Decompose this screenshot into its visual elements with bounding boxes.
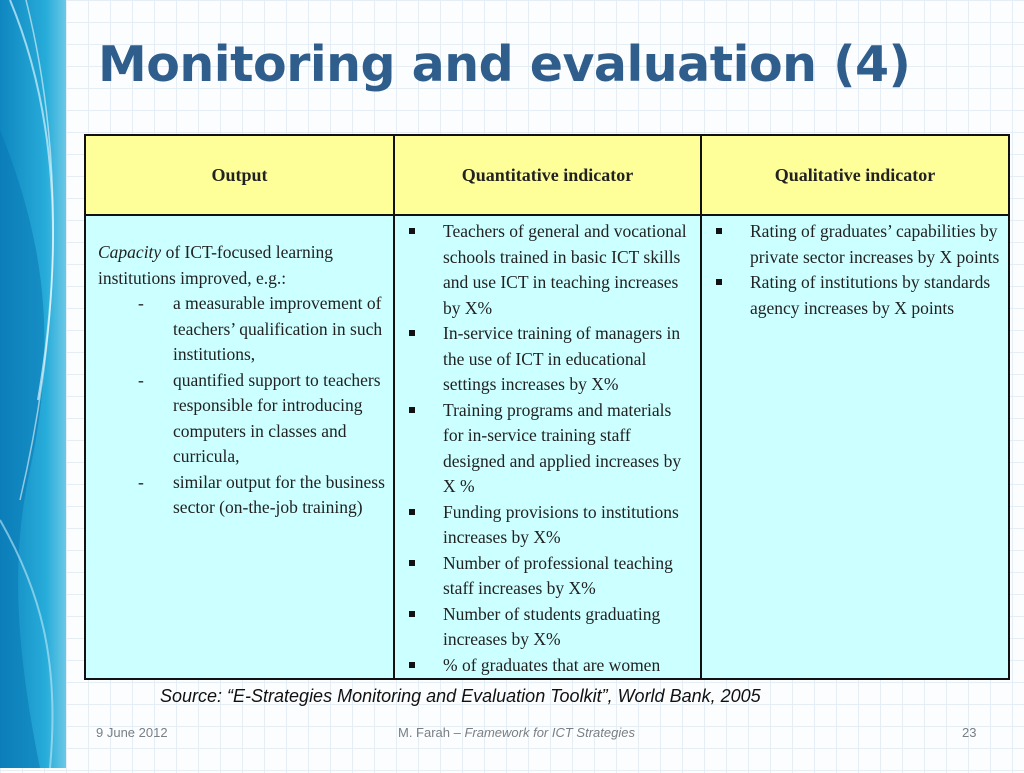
qualitative-list (702, 216, 1008, 321)
footer-presentation-info (398, 725, 635, 740)
source-citation: Source: “E-Strategies Monitoring and Evaluation Toolkit”, World Bank, 2005 (160, 686, 761, 706)
list-item (714, 270, 1000, 321)
header-output: Output (85, 135, 394, 215)
qualitative-cell (701, 215, 1009, 679)
square-bullet-icon (409, 662, 415, 668)
square-bullet-icon (409, 407, 415, 413)
square-bullet-icon (716, 279, 722, 285)
footer-author: M. Farah – (398, 725, 465, 740)
output-lead (98, 240, 385, 291)
indicator-table (84, 134, 1010, 680)
quantitative-item-text: Number of students graduating increases by X% (443, 603, 661, 649)
list-item (407, 653, 692, 679)
quantitative-item-text: Number of professional teaching staff increases by X% (443, 552, 673, 598)
square-bullet-icon (409, 228, 415, 234)
quantitative-item-text: Training programs and materials for in-service training staff designed and applied increases by X % (443, 399, 682, 496)
table-row (85, 215, 1009, 679)
quantitative-list (395, 216, 700, 678)
square-bullet-icon (409, 611, 415, 617)
list-item (407, 602, 692, 653)
footer-page-number: 23 (962, 725, 977, 740)
output-lead-rest: of ICT-focused learning institutions improved, e.g.: (98, 242, 334, 288)
header-qualitative: Qualitative indicator (701, 135, 1009, 215)
quantitative-cell (394, 215, 701, 679)
dash-bullet-icon: - (138, 471, 144, 492)
output-example-text: quantified support to teachers responsible for introducing computers in classes and curricula, (173, 369, 381, 466)
table-header-row (85, 135, 1009, 215)
output-example-item (98, 368, 385, 470)
list-item (407, 500, 692, 551)
footer-presentation-title: Framework for ICT Strategies (464, 725, 635, 740)
side-band-graphic (0, 0, 66, 768)
output-lead-italic: Capacity (98, 242, 162, 262)
square-bullet-icon (409, 560, 415, 566)
quantitative-item-text: % of graduates that are women (443, 654, 661, 675)
output-example-text: a measurable improvement of teachers’ qualification in such institutions, (173, 293, 383, 364)
dash-bullet-icon: - (138, 293, 144, 313)
list-item (407, 219, 692, 321)
square-bullet-icon (716, 228, 722, 234)
footer-date: 9 June 2012 (96, 725, 168, 740)
dash-bullet-icon: - (138, 369, 144, 390)
output-example-text: similar output for the business sector (on-the-job training) (173, 471, 385, 517)
list-item (714, 219, 1000, 270)
quantitative-item-text: In-service training of managers in the use of ICT in educational settings increases by X% (443, 323, 681, 394)
square-bullet-icon (409, 509, 415, 515)
qualitative-item-text: Rating of graduates’ capabilities by private sector increases by X points (750, 221, 1000, 267)
quantitative-item-text: Funding provisions to institutions increases by X% (443, 501, 679, 547)
list-item (407, 321, 692, 398)
quantitative-item-text: Teachers of general and vocational schools trained in basic ICT skills and use ICT in teaching increases by X% (443, 221, 687, 318)
header-quantitative: Quantitative indicator (394, 135, 701, 215)
qualitative-item-text: Rating of institutions by standards agency increases by X points (750, 272, 991, 318)
list-item (407, 398, 692, 500)
slide-title: Monitoring and evaluation (4) (98, 36, 911, 93)
list-item (407, 551, 692, 602)
output-example-item (98, 470, 385, 521)
output-example-item (98, 291, 385, 368)
decorative-side-band (0, 0, 66, 768)
square-bullet-icon (409, 330, 415, 336)
output-cell (85, 215, 394, 679)
output-examples-list (98, 291, 385, 521)
